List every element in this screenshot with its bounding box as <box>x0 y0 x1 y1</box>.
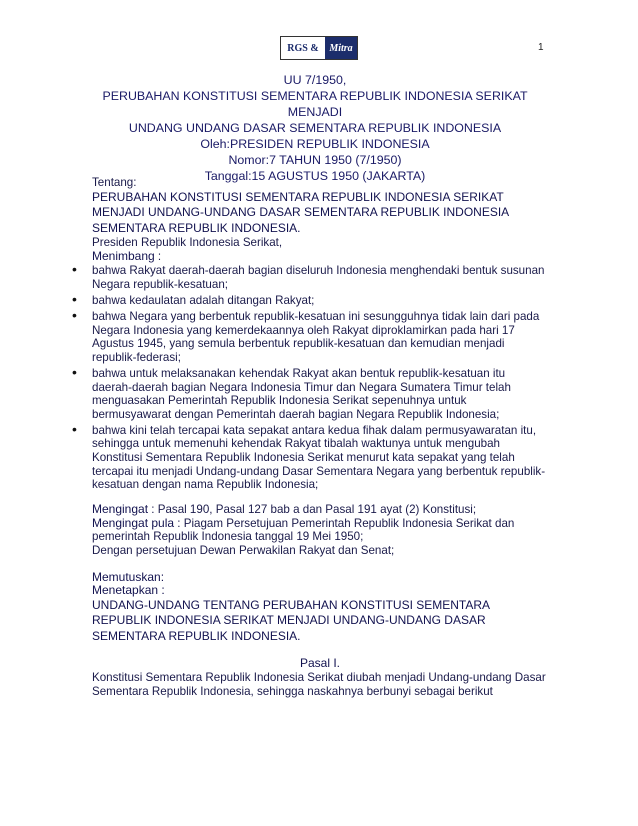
menimbang-list <box>72 261 548 492</box>
page-number: 1 <box>538 42 544 53</box>
list-item <box>72 363 548 421</box>
pasal-text: Konstitusi Sementara Republik Indonesia Serikat diubah menjadi Undang-undang Dasar Sementara Republik Indonesia, sehingga naskahnya berbunyi sebagai berikut <box>92 670 546 698</box>
rgs-mitra-logo <box>280 36 358 60</box>
bullet-text: bahwa Rakyat daerah-daerah bagian diseluruh Indonesia menghendaki bentuk susunan Negara republik-kesatuan; <box>92 264 545 291</box>
bullet-icon: • <box>72 307 77 324</box>
tentang-label: Tentang: <box>92 176 137 189</box>
list-item <box>72 290 548 308</box>
list-item <box>72 420 548 492</box>
mengingat-line <box>92 503 548 517</box>
header-line-title-1: PERUBAHAN KONSTITUSI SEMENTARA REPUBLIK INDONESIA SERIKAT MENJADI <box>102 89 528 119</box>
mengingat-label: Mengingat <box>92 502 149 517</box>
menetapkan-text: UNDANG-UNDANG TENTANG PERUBAHAN KONSTITUSI SEMENTARA REPUBLIK INDONESIA SERIKAT MENJADI UNDANG-UNDANG DASAR SEMENTARA REPUBLIK INDONESIA. <box>92 597 490 643</box>
bullet-text: bahwa untuk melaksanakan kehendak Rakyat akan bentuk republik-kesatuan itu daerah-daerah bagian Negara Indonesia Timur dan Negara Sumatera Timur telah menguasakan Pemerintah Republik Indonesia Serikat sepenuhnya untuk bermusyawarat dengan Pemerintah daerah bagian Negara Republik Indonesia; <box>92 366 511 421</box>
menimbang-colon: : <box>154 249 162 263</box>
mengingat-pula-text: : Piagam Persetujuan Pemerintah Republik Indonesia Serikat dan pemerintah Republik Indonesia tanggal 19 Mei 1950; <box>92 516 515 544</box>
mengingat-text: : Pasal 190, Pasal 127 bab a dan Pasal 191 ayat (2) Konstitusi; <box>148 503 477 517</box>
tentang-text: PERUBAHAN KONSTITUSI SEMENTARA REPUBLIK INDONESIA SERIKAT MENJADI UNDANG-UNDANG DASAR SEMENTARA REPUBLIK INDONESIA SEMENTARA REPUBLIK INDONESIA. <box>92 189 509 235</box>
list-item <box>72 307 548 364</box>
mengingat-pula-line <box>92 517 548 544</box>
header-line-title-2: UNDANG UNDANG DASAR SEMENTARA REPUBLIK INDONESIA <box>128 121 502 135</box>
memutuskan-label: Memutuskan: <box>92 569 165 584</box>
presiden-line: Presiden Republik Indonesia Serikat, <box>92 236 283 250</box>
document-body <box>72 176 548 698</box>
bullet-icon: • <box>72 261 77 278</box>
document-header <box>80 72 550 184</box>
menimbang-heading <box>92 250 548 264</box>
bullet-icon: • <box>72 420 77 437</box>
bullet-text: bahwa kedaulatan adalah ditangan Rakyat; <box>92 293 315 307</box>
menetapkan-label: Menetapkan : <box>92 583 165 598</box>
bullet-text: bahwa kini telah tercapai kata sepakat antara kedua fihak dalam permusyawaratan itu, sehingga untuk memenuhi kehendak Rakyat tibalah waktunya untuk mengubah Konstitusi Sementara Republik Indonesia Serikat menurut kata sepakat yang telah tercapai itu menjadi Undang-undang Dasar Sementara Negara yang berbentuk republik-kesatuan dengan nama Republik Indonesia; <box>92 423 546 492</box>
logo-right-text: Mitra <box>325 37 357 59</box>
header-line-number: Nomor:7 TAHUN 1950 (7/1950) <box>228 153 402 167</box>
bullet-icon: • <box>72 290 77 307</box>
bullet-icon: • <box>72 363 77 380</box>
persetujuan-line: Dengan persetujuan Dewan Perwakilan Rakyat dan Senat; <box>92 544 395 558</box>
header-line-author: Oleh:PRESIDEN REPUBLIK INDONESIA <box>200 137 430 151</box>
header-line-law: UU 7/1950, <box>283 73 347 87</box>
pasal-title: Pasal I. <box>299 656 341 671</box>
list-item <box>72 261 548 291</box>
bullet-text: bahwa Negara yang berbentuk republik-kesatuan ini sesungguhnya tidak lain dari pada Negara Indonesia yang kemerdekaannya oleh Rakyat diproklamirkan pada hari 17 Agustus 1945, yang semula berbentuk republik-kesatuan dan kemudian menjadi republik-federasi; <box>92 310 540 364</box>
header-line-date: Tanggal:15 AGUSTUS 1950 (JAKARTA) <box>204 169 426 183</box>
mengingat-pula-label: Mengingat pula <box>92 515 175 530</box>
menimbang-label: Menimbang <box>92 248 155 263</box>
logo-left-text: RGS & <box>281 37 325 59</box>
